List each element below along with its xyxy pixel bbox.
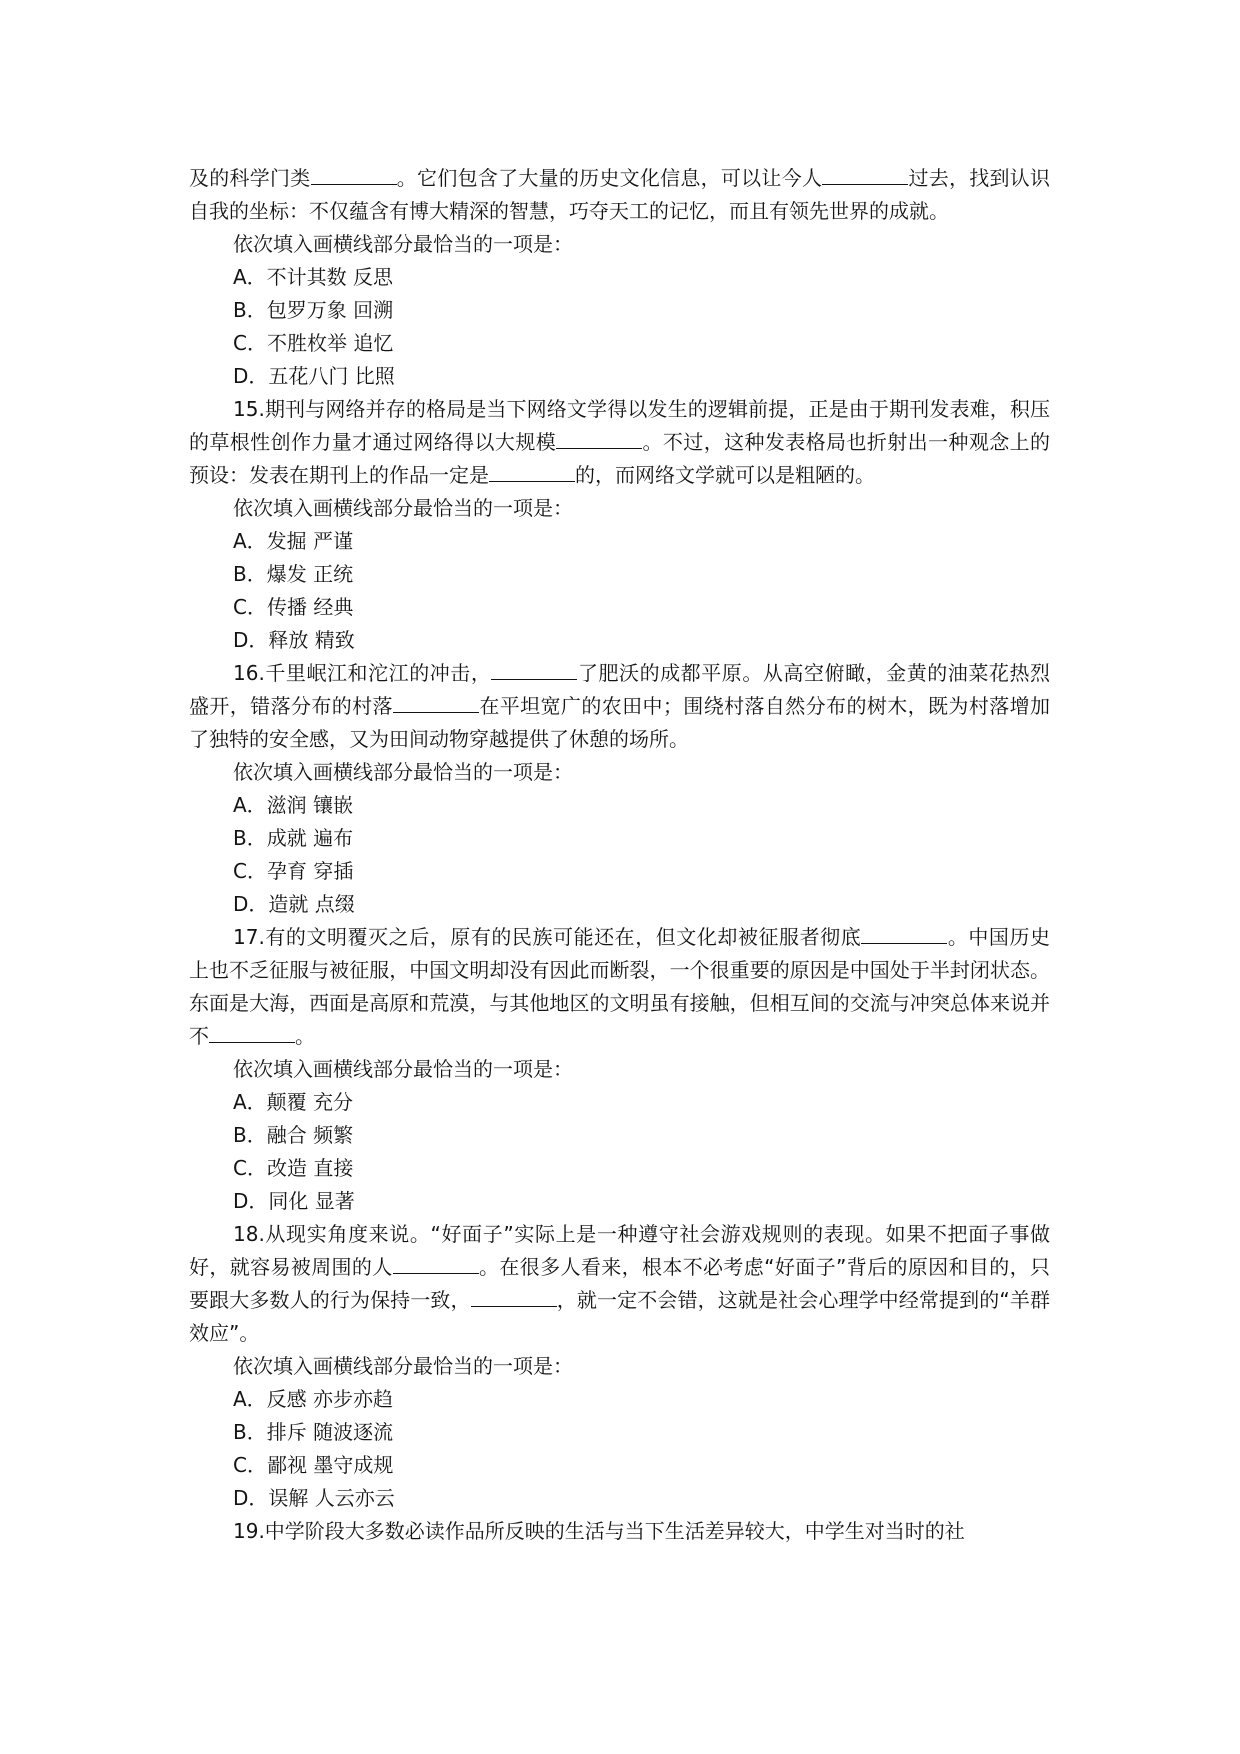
q17-option-c: C．改造 直接	[233, 1156, 354, 1180]
q17-text-2: 。中国历史上也不乏征服与被征服，中国文明却没有因此而断裂，一个很重要的原因是中国处于半封闭状态。东面是大海，西面是高原和荒漠，与其他地区的文明虽有接触，但相互间的交流与冲突总体来说并不	[189, 925, 1051, 1048]
answer-blank	[209, 1022, 295, 1043]
q15-text-2: 。不过，这种发表格局也折射出一种观念上的预设：发表在期刊上的作品一定是	[189, 430, 1051, 487]
q15-text-1: 15.期刊与网络并存的格局是当下网络文学得以发生的逻辑前提，正是由于期刊发表难，积压的草根性创作力量才通过网络得以大规模	[189, 397, 1050, 454]
q18-stem	[189, 1218, 1050, 1350]
q15-option-d: D．释放 精致	[233, 628, 355, 652]
answer-blank	[491, 659, 577, 680]
q18-option-b: B．排斥 随波逐流	[233, 1420, 394, 1444]
answer-blank	[393, 692, 479, 713]
q18-text-3: ，就一定不会错，这就是社会心理学中经常提到的“羊群效应”。	[189, 1288, 1050, 1345]
answer-blank	[471, 1286, 557, 1307]
answer-blank	[822, 164, 908, 185]
q15-text-3: 的，而网络文学就可以是粗陋的。	[575, 463, 875, 487]
q14-prompt: 依次填入画横线部分最恰当的一项是：	[233, 232, 573, 256]
q17-option-b: B．融合 频繁	[233, 1123, 354, 1147]
q16-stem	[189, 657, 1050, 756]
q15-option-b: B．爆发 正统	[233, 562, 354, 586]
answer-blank	[556, 428, 642, 449]
q14-stem	[189, 162, 1050, 228]
q18-text-2: 。在很多人看来，根本不必考虑“好面子”背后的原因和目的，只要跟大多数人的行为保持一致，	[189, 1255, 1051, 1312]
answer-blank	[311, 164, 397, 185]
q16-prompt: 依次填入画横线部分最恰当的一项是：	[233, 760, 573, 784]
answer-blank	[861, 923, 947, 944]
q14-option-c: C．不胜枚举 追忆	[233, 331, 394, 355]
q16-text-3: 在平坦宽广的农田中；围绕村落自然分布的树木，既为村落增加了独特的安全感，又为田间动物穿越提供了休憩的场所。	[189, 694, 1051, 751]
q16-text-2: 了肥沃的成都平原。从高空俯瞰，金黄的油菜花热烈盛开，错落分布的村落	[189, 661, 1050, 718]
q15-prompt: 依次填入画横线部分最恰当的一项是：	[233, 496, 573, 520]
q15-option-a: A．发掘 严谨	[233, 529, 354, 553]
q18-option-d: D．误解 人云亦云	[233, 1486, 395, 1510]
answer-blank	[393, 1253, 479, 1274]
q16-option-d: D．造就 点缀	[233, 892, 355, 916]
q14-option-d: D．五花八门 比照	[233, 364, 395, 388]
q16-option-b: B．成就 遍布	[233, 826, 354, 850]
q14-text-1: 及的科学门类	[189, 166, 311, 190]
document-page	[189, 162, 1050, 1548]
q14-text-2: 。它们包含了大量的历史文化信息，可以让今人	[396, 166, 823, 190]
q18-option-c: C．鄙视 墨守成规	[233, 1453, 394, 1477]
q17-stem	[189, 921, 1050, 1053]
q17-option-d: D．同化 显著	[233, 1189, 355, 1213]
q15-stem	[189, 393, 1050, 492]
q18-option-a: A．反感 亦步亦趋	[233, 1387, 394, 1411]
q14-option-b: B．包罗万象 回溯	[233, 298, 394, 322]
q18-text-1: 18.从现实角度来说。“好面子”实际上是一种遵守社会游戏规则的表现。如果不把面子事做好，就容易被周围的人	[189, 1222, 1050, 1279]
q18-prompt: 依次填入画横线部分最恰当的一项是：	[233, 1354, 573, 1378]
q17-text-1: 17.有的文明覆灭之后，原有的民族可能还在，但文化却被征服者彻底	[233, 925, 862, 949]
q14-text-3: 过去，找到认识自我的坐标：不仅蕴含有博大精深的智慧，巧夺天工的记忆，而且有领先世界的成就。	[189, 166, 1051, 223]
answer-blank	[489, 461, 575, 482]
q19-stem: 19.中学阶段大多数必读作品所反映的生活与当下生活差异较大，中学生对当时的社	[233, 1519, 965, 1543]
q16-option-c: C．孕育 穿插	[233, 859, 354, 883]
q14-option-a: A．不计其数 反思	[233, 265, 394, 289]
q17-text-3: 。	[295, 1024, 315, 1048]
q15-option-c: C．传播 经典	[233, 595, 354, 619]
q16-option-a: A．滋润 镶嵌	[233, 793, 354, 817]
q17-prompt: 依次填入画横线部分最恰当的一项是：	[233, 1057, 573, 1081]
q16-text-1: 16.千里岷江和沱江的冲击，	[233, 661, 492, 685]
q17-option-a: A．颠覆 充分	[233, 1090, 354, 1114]
